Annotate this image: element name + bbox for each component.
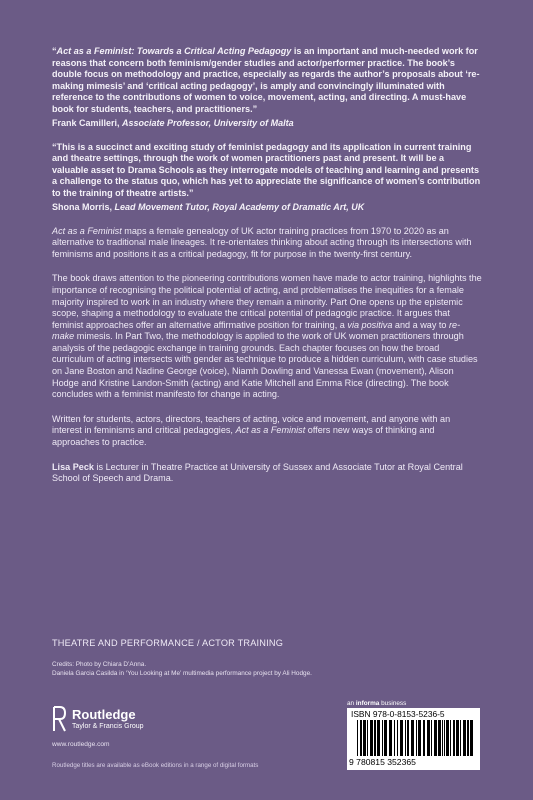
barcode-bar	[456, 720, 459, 756]
author-name: Lisa Peck	[52, 461, 94, 472]
barcode-bar	[357, 720, 358, 756]
description-paragraph-3	[52, 414, 482, 449]
informa-text: business	[379, 700, 407, 707]
credit-line: Credits: Photo by Chiara D’Anna.	[52, 661, 147, 668]
barcode-bar	[367, 720, 368, 756]
quote-text: is an important and much-needed work for reasons that concern both feminism/gender studies and actor/performer practice. The book’s double focus on methodology and practice, especially as regards the author’s proposals about ‘re-making mimesis’ and ‘critical acting pedagogy’, is amply and convincingly illuminated with reference to the contributions of women to voice, movement, acting, and directing. A must-have book for students, teachers, and practitioners.”	[52, 46, 480, 114]
barcode-bar	[442, 720, 443, 756]
book-title: Act as a Feminist	[52, 225, 122, 236]
endorser-name: Frank Camilleri,	[52, 117, 123, 128]
publisher-group: Taylor & Francis Group	[72, 723, 144, 730]
endorser-role: Associate Professor, University of Malta	[122, 117, 294, 128]
informa-brand: informa	[355, 700, 380, 707]
barcode-bar	[438, 720, 441, 756]
barcode-bar	[467, 720, 469, 756]
barcode-bar	[431, 720, 432, 756]
via-positiva: a via positiva	[339, 319, 393, 330]
barcode-bar	[370, 720, 373, 756]
description-paragraph-1	[52, 226, 482, 261]
barcode-bar	[460, 720, 461, 756]
barcode-bar	[389, 720, 392, 756]
barcode-bar	[418, 720, 421, 756]
back-cover-text	[52, 46, 482, 485]
barcode-bar	[427, 720, 430, 756]
barcode-bar	[377, 720, 380, 756]
barcode-bar	[363, 720, 366, 756]
barcode-digits: 9 780815 352365	[349, 757, 416, 767]
subject-category: THEATRE AND PERFORMANCE / ACTOR TRAINING	[52, 638, 284, 648]
paragraph-text: mimesis. In Part Two, the methodology is applied to the work of UK women practitioners through analysis of the pedagogic exchange in training grounds. Each chapter focuses on how the broad curriculum of acting intersects with gender as technique to produce a hidden curriculum, with case studies on Jane Boston and Nadine George (voice), Niamh Dowling and Vanessa Ewan (movement), Alison Hodge and Kristine Landon-Smith (acting) and Katie Mitchell and Emma Rice (directing). The book concludes with a feminist manifesto for change in acting.	[52, 331, 478, 400]
endorser-1	[52, 118, 482, 129]
photo-credits	[52, 660, 312, 678]
publisher-name: Routledge	[72, 707, 136, 722]
author-bio	[52, 462, 482, 485]
book-title: Act as a Feminist	[235, 425, 306, 436]
barcode-bar	[407, 720, 409, 756]
barcode	[357, 720, 475, 756]
routledge-r-icon	[52, 706, 66, 732]
paragraph-text: The book draws attention to the pioneering contributions women have made to actor training, highlights the importance of recognising the political potential of acting, and problematises the inequities for a female majority inspired to work in an industry where they remain a minority. Part One opens up the epistemic scope, shaping a methodology to evaluate the critical potential of pedagogic practice. It argues that feminist approaches offer an alternative affirmative position for training,	[52, 273, 482, 330]
barcode-bar	[463, 720, 466, 756]
barcode-bar	[434, 720, 437, 756]
barcode-bar	[423, 720, 425, 756]
barcode-bar	[394, 720, 395, 756]
isbn-number: ISBN 978-0-8153-5236-5	[351, 709, 445, 719]
routledge-logo	[52, 706, 192, 736]
endorser-role: Lead Movement Tutor, Royal Academy of Dramatic Art, UK	[114, 201, 365, 212]
barcode-bar	[470, 720, 473, 756]
author-bio-text: is Lecturer in Theatre Practice at University of Sussex and Associate Tutor at Royal Central School of Speech and Drama.	[52, 461, 463, 484]
barcode-bar	[400, 720, 403, 756]
barcode-bar	[382, 720, 383, 756]
barcode-bar	[446, 720, 449, 756]
book-title: Act as a Feminist: Towards a Critical Acting Pedagogy	[56, 46, 292, 56]
endorser-2	[52, 202, 482, 213]
barcode-bar	[453, 720, 455, 756]
publisher-website: www.routledge.com	[52, 741, 110, 748]
credit-line: Daniela Garcia Casilda in ‘You Looking at Me’ multimedia performance project by Ali Hodge.	[52, 670, 312, 677]
endorser-name: Shona Morris,	[52, 201, 115, 212]
paragraph-text: offers new ways of thinking and approaches to practice.	[52, 425, 435, 448]
paragraph-text: maps a female genealogy of UK actor training practices from 1970 to 2020 as an alternative to traditional male lineages. It re-orientates thinking about acting through its intersections with feminisms and positions it as a critical pedagogy, fit for purpose in the twenty-first century.	[52, 225, 472, 259]
barcode-bar	[405, 720, 406, 756]
informa-text: an	[347, 700, 356, 707]
informa-business-label	[347, 700, 406, 707]
endorsement-quote-2: “This is a succinct and exciting study of feminist pedagogy and its application in current training and theatre settings, through the work of women practitioners past and present. It will be a valuable asset to Drama Schools as they interrogate models of teaching and learning and presents a challenge to the status quo, which has yet to appreciate the significance of women’s contribution to the training of theatre artists.”	[52, 141, 481, 198]
barcode-bar	[360, 720, 362, 756]
paragraph-text: and a way to	[392, 319, 450, 330]
barcode-bar	[384, 720, 387, 756]
barcode-bar	[416, 720, 417, 756]
ebook-note: Routledge titles are available as eBook editions in a range of digital formats	[52, 762, 259, 769]
barcode-panel	[347, 708, 480, 770]
paragraph-text: Written for students, actors, directors, teachers of acting, voice and movement, and anyone with an interest in feminisms and critical pedagogies,	[52, 413, 451, 436]
barcode-bar	[374, 720, 376, 756]
barcode-bar	[397, 720, 398, 756]
endorsement-quote-1	[52, 46, 482, 116]
barcode-bar	[450, 720, 451, 756]
barcode-bar	[411, 720, 414, 756]
description-paragraph-2	[52, 273, 482, 401]
barcode-bar	[444, 720, 445, 756]
quote-mark: “	[52, 46, 57, 56]
remake-term: re-make	[52, 319, 461, 342]
